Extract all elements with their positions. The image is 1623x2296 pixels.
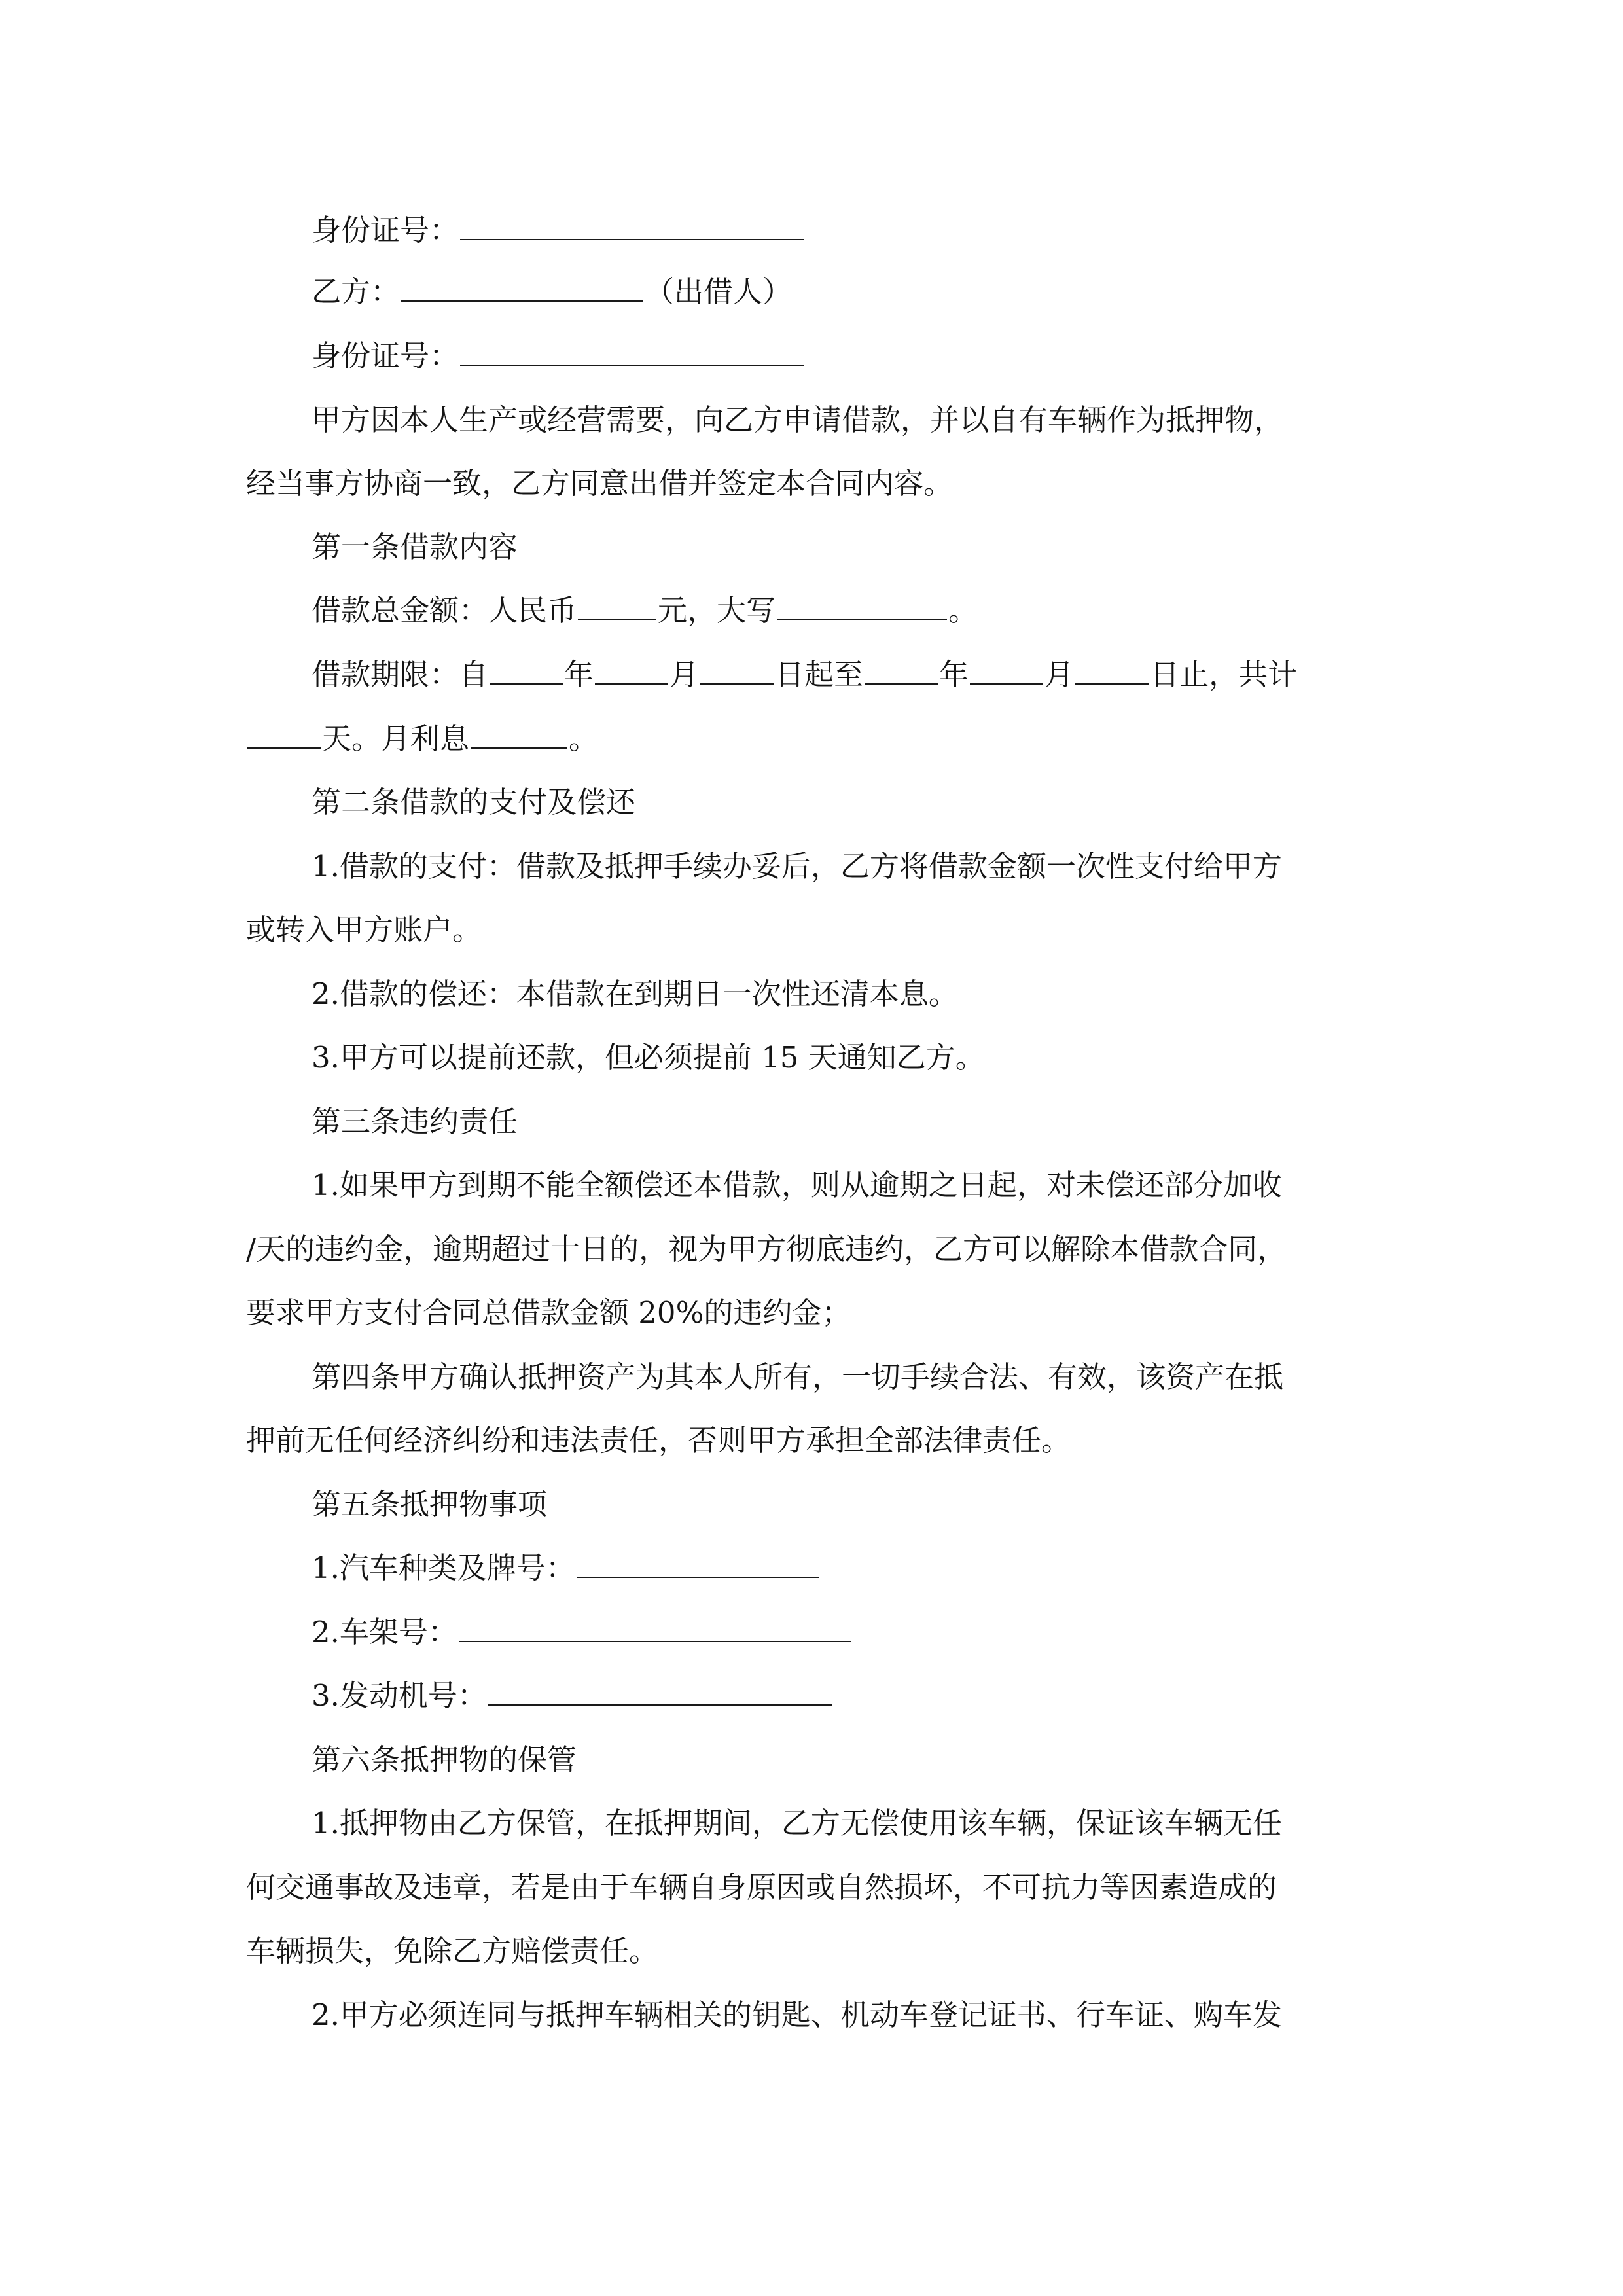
line-23 <box>312 1613 853 1652</box>
line-24 <box>312 1676 833 1715</box>
line-22 <box>312 1549 820 1588</box>
text: 车辆损失，免除乙方赔偿责任。 <box>246 1933 659 1968</box>
text: 身份证号： <box>312 338 459 373</box>
line-8 <box>312 655 1297 694</box>
heading-article-3 <box>312 1102 518 1141</box>
start-year-blank <box>490 656 563 685</box>
line-19 <box>312 1357 1283 1397</box>
frame-number-blank <box>459 1613 851 1642</box>
heading-article-5 <box>312 1485 547 1524</box>
line-18 <box>246 1293 851 1333</box>
amount-blank <box>578 592 656 620</box>
text: 乙方： <box>312 274 401 309</box>
line-3 <box>312 336 805 376</box>
amount-words-blank <box>777 592 947 620</box>
text: 2.甲方必须连同与抵押车辆相关的钥匙、机动车登记证书、行车证、购车发 <box>312 1998 1282 2032</box>
text: 第二条借款的支付及偿还 <box>312 785 636 819</box>
text: 2.借款的偿还：本借款在到期日一次性还清本息。 <box>312 977 958 1011</box>
text: （出借人） <box>645 274 793 309</box>
end-month-blank <box>970 656 1043 685</box>
end-day-blank <box>1075 656 1149 685</box>
text: 第四条甲方确认抵押资产为其本人所有，一切手续合法、有效，该资产在抵 <box>312 1359 1284 1394</box>
id-number-blank <box>460 337 804 366</box>
line-29 <box>312 1996 1282 2035</box>
text: 年 <box>564 657 594 692</box>
text: 第三条违约责任 <box>312 1104 518 1139</box>
line-27 <box>246 1868 1277 1907</box>
text: 2.车架号： <box>312 1615 457 1649</box>
text: 第六条抵押物的保管 <box>312 1742 577 1777</box>
text: 3.甲方可以提前还款，但必须提前 15 天通知乙方。 <box>312 1040 985 1075</box>
line-14 <box>312 1038 985 1077</box>
text: 何交通事故及违章，若是由于车辆自身原因或自然损坏，不可抗力等因素造成的 <box>246 1870 1277 1905</box>
line-1 <box>312 211 805 250</box>
text: 甲方因本人生产或经营需要，向乙方申请借款，并以自有车辆作为抵押物， <box>312 403 1284 437</box>
text: 月 <box>1044 657 1075 692</box>
text: 借款总金额：人民币 <box>312 593 577 628</box>
line-11 <box>312 847 1282 886</box>
line-26 <box>312 1804 1282 1843</box>
vehicle-type-plate-blank <box>577 1549 819 1578</box>
text: /天的违约金，逾期超过十日的，视为甲方彻底违约，乙方可以解除本借款合同， <box>246 1232 1287 1266</box>
text: 元，大写 <box>658 593 776 628</box>
start-day-blank <box>700 656 774 685</box>
line-16 <box>312 1166 1282 1205</box>
interest-blank <box>471 720 567 749</box>
heading-article-1 <box>312 528 518 567</box>
party-b-blank <box>401 273 643 302</box>
line-28 <box>246 1931 658 1971</box>
text: 押前无任何经济纠纷和违法责任，否则甲方承担全部法律责任。 <box>246 1423 1071 1458</box>
text: 。 <box>948 593 978 628</box>
line-17 <box>246 1230 1287 1269</box>
text: 借款期限：自 <box>312 657 489 692</box>
engine-number-blank <box>488 1677 832 1706</box>
text: 天。月利息 <box>322 721 470 756</box>
text: 日起至 <box>775 657 864 692</box>
text: 1.如果甲方到期不能全额偿还本借款，则从逾期之日起，对未偿还部分加收 <box>312 1168 1282 1202</box>
text: 第一条借款内容 <box>312 529 518 564</box>
text: 经当事方协商一致，乙方同意出借并签定本合同内容。 <box>246 466 954 501</box>
text: 。 <box>569 721 599 756</box>
text: 3.发动机号： <box>312 1678 487 1713</box>
line-13 <box>312 975 958 1014</box>
heading-article-6 <box>312 1740 577 1780</box>
text: 1.借款的支付：借款及抵押手续办妥后，乙方将借款金额一次性支付给甲方 <box>312 849 1282 884</box>
text: 要求甲方支付合同总借款金额 20%的违约金； <box>246 1295 851 1330</box>
end-year-blank <box>865 656 938 685</box>
start-month-blank <box>595 656 668 685</box>
days-blank <box>247 720 321 749</box>
line-9 <box>246 719 598 759</box>
id-number-blank <box>460 211 804 240</box>
line-5 <box>246 464 953 503</box>
line-2 <box>312 272 792 312</box>
heading-article-2 <box>312 783 635 822</box>
text: 日止，共计 <box>1150 657 1298 692</box>
text: 1.抵押物由乙方保管，在抵押期间，乙方无偿使用该车辆，保证该车辆无任 <box>312 1806 1282 1840</box>
line-7 <box>312 591 978 630</box>
text: 月 <box>669 657 700 692</box>
line-20 <box>246 1421 1071 1460</box>
line-12 <box>246 910 482 950</box>
text: 或转入甲方账户。 <box>246 912 482 947</box>
text: 身份证号： <box>312 213 459 247</box>
text: 第五条抵押物事项 <box>312 1487 548 1522</box>
text: 年 <box>939 657 969 692</box>
line-4 <box>312 401 1283 440</box>
text: 1.汽车种类及牌号： <box>312 1551 575 1585</box>
